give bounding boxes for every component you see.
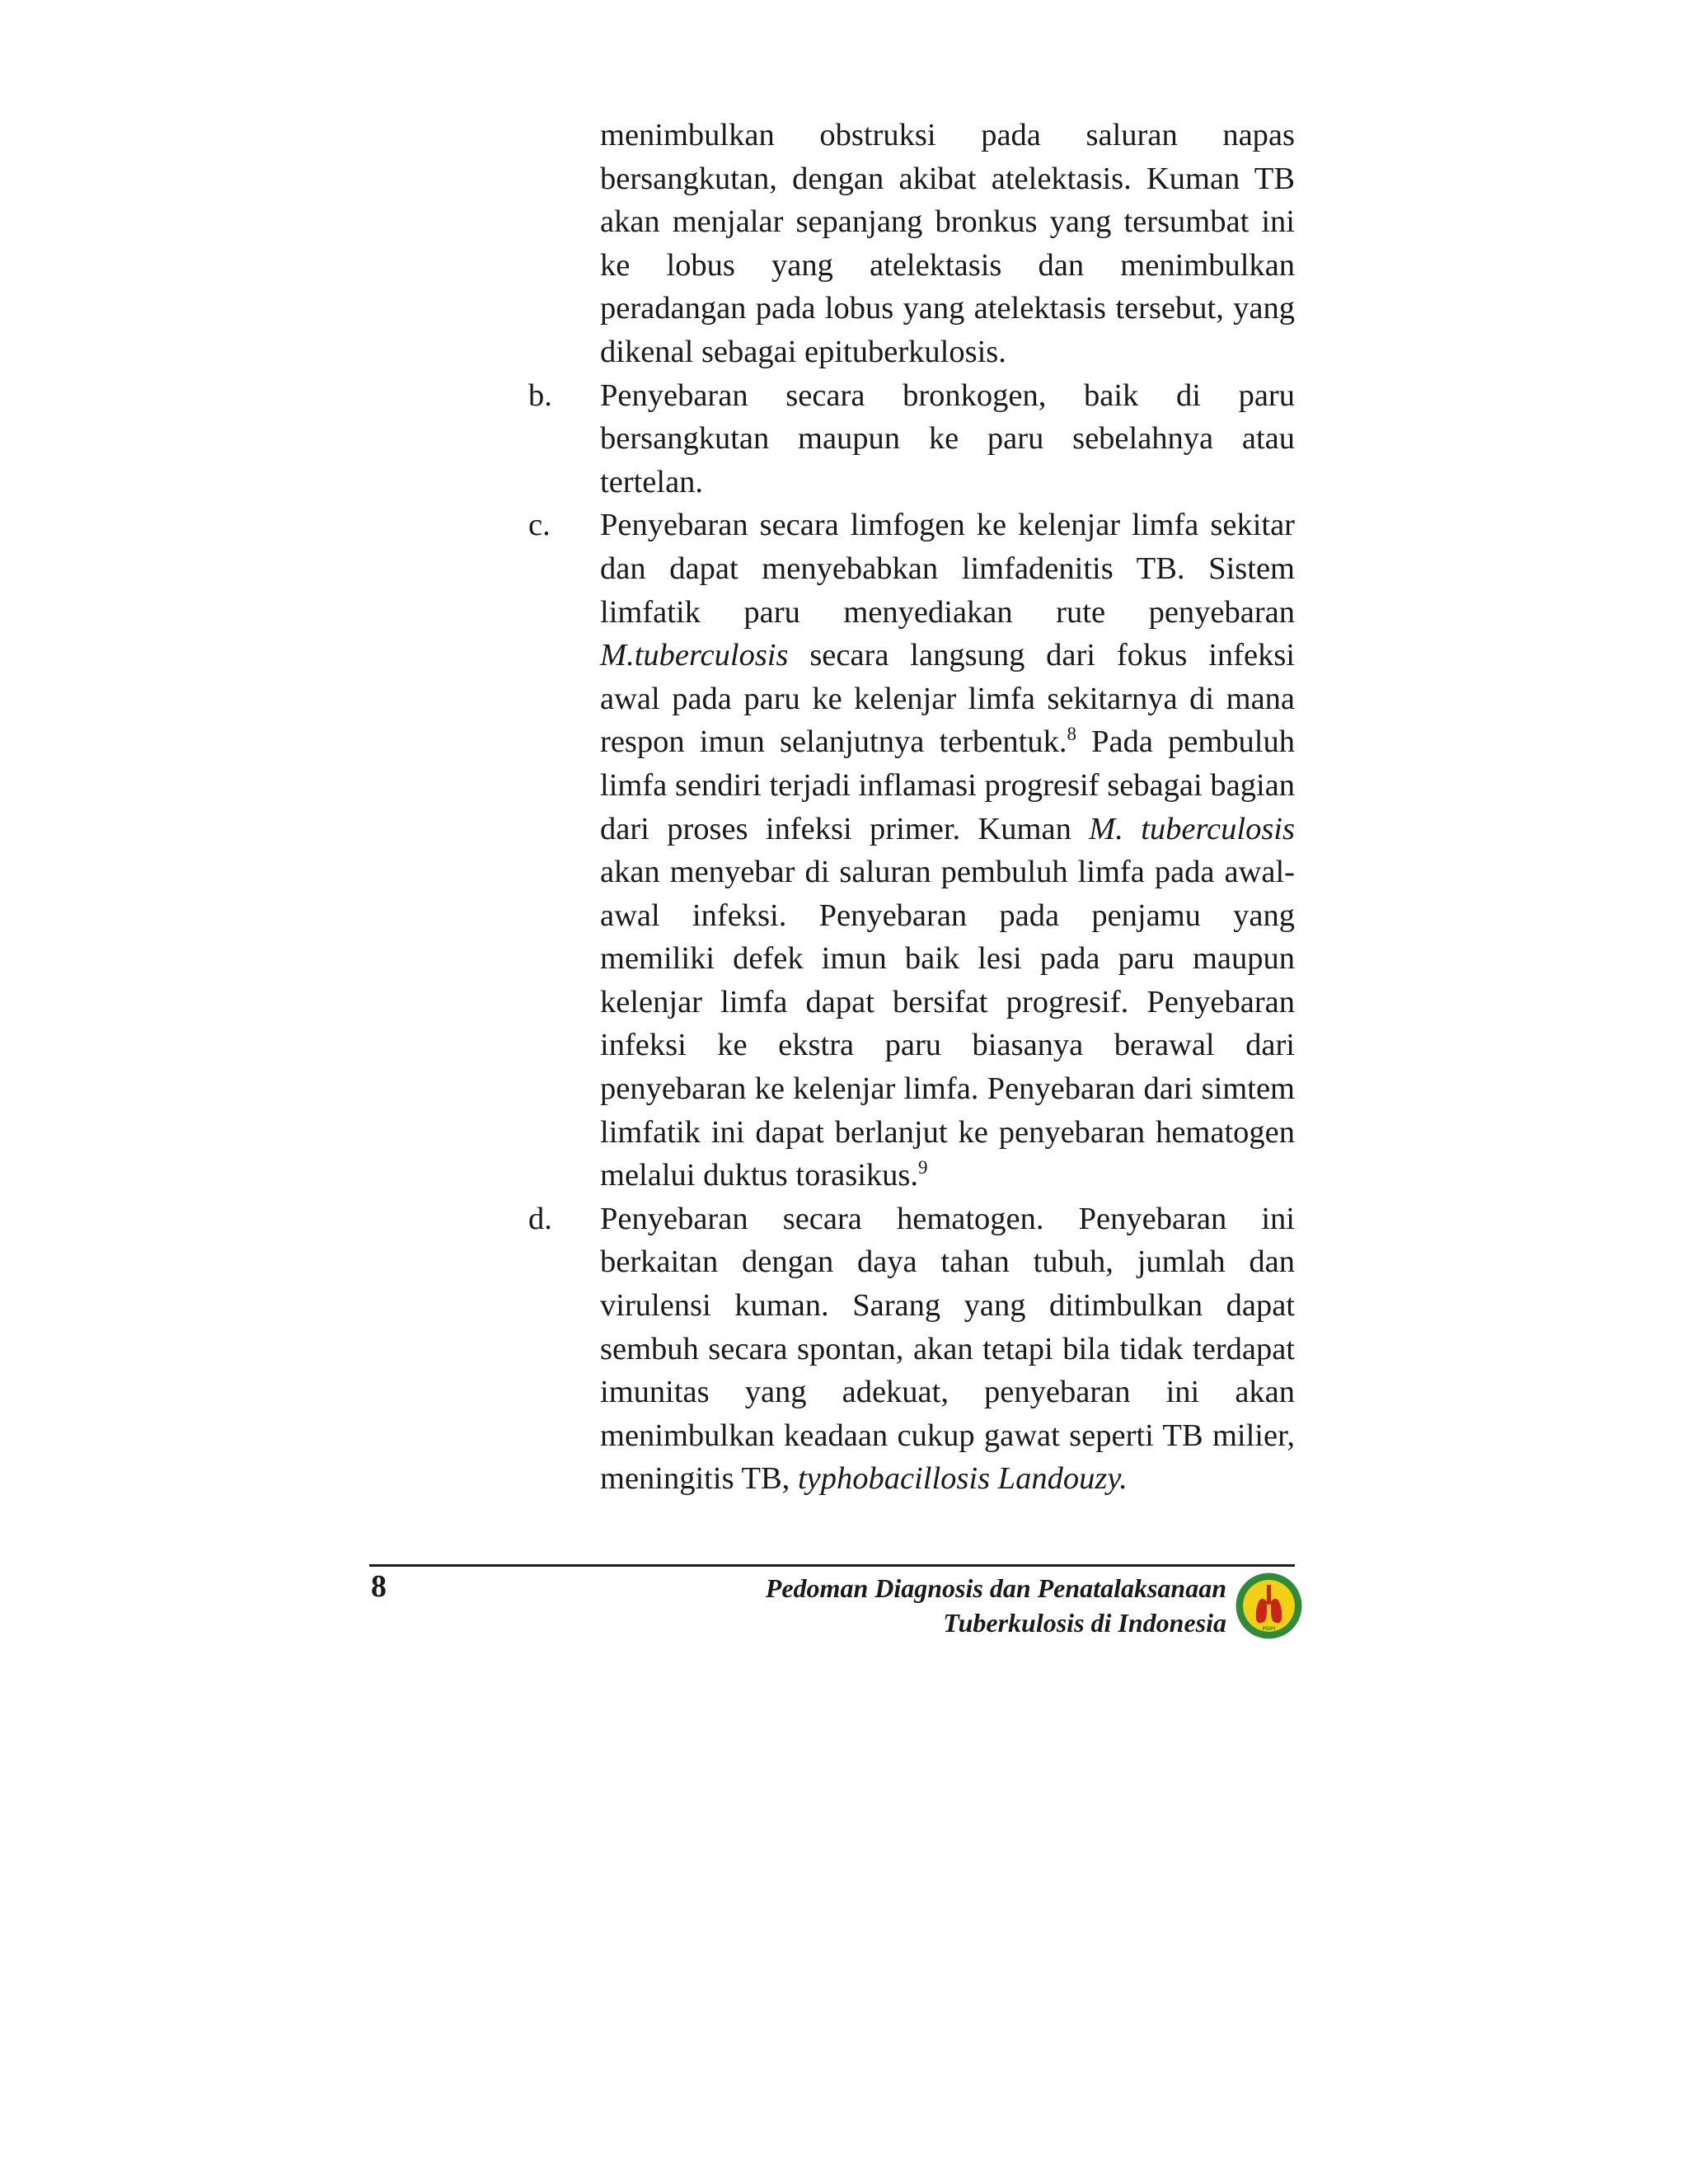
logo-label: PDPI <box>1262 1626 1276 1633</box>
list-item-text <box>600 504 1295 1197</box>
footer-divider <box>369 1564 1295 1567</box>
footer-title-line: Tuberkulosis di Indonesia <box>943 1608 1226 1638</box>
text-segment: akan menyebar di saluran pembuluh limfa pada awal-awal infeksi. Penyebaran pada penjamu yang memiliki defek imun baik lesi pada paru maupun kelenjar limfa dapat bersifat progresif. Penyebaran infeksi ke ekstra paru biasanya berawal dari penyebaran ke kelenjar limfa. Penyebaran dari simtem limfatik ini dapat berlanjut ke penyebaran hematogen melalui duktus torasikus. <box>600 855 1295 1193</box>
text-segment: Penyebaran secara limfogen ke kelenjar limfa sekitar dan dapat menyebabkan limfadenitis TB. Sistem limfatik paru menyediakan rute penyebaran <box>600 508 1295 630</box>
list-item-b <box>528 374 1295 504</box>
disease-name: typhobacillosis Landouzy. <box>797 1461 1128 1497</box>
text-segment: Pada pembuluh limfa sendiri terjadi inflamasi progresif sebagai bagian dari proses infeksi primer. Kuman <box>600 724 1296 846</box>
list-item-text <box>600 1197 1295 1501</box>
list-item-c <box>528 504 1295 1197</box>
reference-number: 8 <box>1067 724 1076 745</box>
page-body <box>528 114 1295 1501</box>
pdpi-logo-icon <box>1234 1571 1304 1641</box>
list-item-text: Penyebaran secara bronkogen, baik di paru bersangkutan maupun ke paru sebelahnya atau tertelan. <box>600 377 1295 499</box>
list-marker: b. <box>528 377 552 413</box>
page-number: 8 <box>371 1569 387 1604</box>
footer-title-line: Pedoman Diagnosis dan Penatalaksanaan <box>765 1573 1226 1603</box>
footer-title <box>766 1571 1226 1640</box>
list-marker: d. <box>528 1201 552 1236</box>
intro-paragraph: menimbulkan obstruksi pada saluran napas bersangkutan, dengan akibat atelektasis. Kuman TB akan menjalar sepanjang bronkus yang tersumbat ini ke lobus yang atelektasis dan menimbulkan peradangan pada lobus yang atelektasis tersebut, yang dikenal sebagai epituberkulosis. <box>600 118 1295 369</box>
logo-trachea <box>1267 1585 1271 1605</box>
text-segment: secara langsung dari fokus infeksi awal pada paru ke kelenjar limfa sekitarnya di mana respon imun selanjutnya terbentuk. <box>600 638 1295 760</box>
species-name: M. tuberculosis <box>1089 811 1295 846</box>
species-name: M.tuberculosis <box>600 638 789 673</box>
list-item-d <box>528 1197 1295 1501</box>
list-marker: c. <box>528 508 551 543</box>
reference-number: 9 <box>918 1157 928 1179</box>
text-segment: Penyebaran secara hematogen. Penyebaran ini berkaitan dengan daya tahan tubuh, jumlah dan virulensi kuman. Sarang yang ditimbulkan dapat sembuh secara spontan, akan tetapi bila tidak terdapat imunitas yang adekuat, penyebaran ini akan menimbulkan keadaan cukup gawat seperti TB milier, meningitis TB, <box>600 1201 1295 1497</box>
